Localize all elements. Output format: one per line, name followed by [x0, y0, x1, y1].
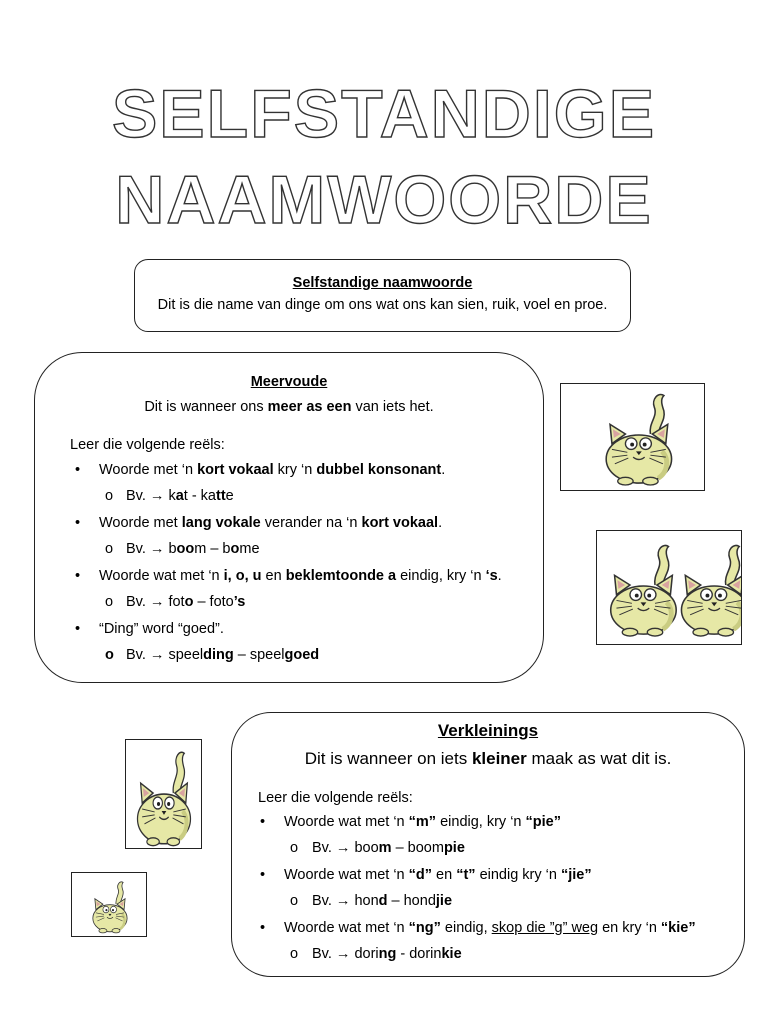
- plurals-intro: Dit is wanneer ons meer as een van iets het.: [144, 399, 434, 415]
- title-line-1: SELFSTANDIGE: [111, 76, 657, 152]
- title-line-2: NAAMWOORDE: [115, 162, 653, 238]
- cat-icon: [611, 545, 676, 636]
- plurals-rules: [35, 461, 543, 664]
- example-item: o Bv. → speelding – speelgoed: [105, 647, 320, 663]
- example-item: o Bv. → doring - dorinkie: [290, 946, 462, 962]
- plurals-box: [34, 352, 544, 683]
- list-item: • Woorde met ‘n kort vokaal kry ‘n dubbel konsonant.: [75, 462, 446, 478]
- definition-heading: Selfstandige naamwoorde: [292, 275, 473, 291]
- example-item: o Bv. → foto – foto’s: [105, 594, 246, 610]
- cat-image: [560, 383, 705, 491]
- example-item: o Bv. → boom – bome: [105, 541, 260, 557]
- definition-box: [134, 259, 631, 332]
- cat-image-large: [125, 739, 202, 849]
- cat-icon: [93, 882, 127, 933]
- diminutives-box: [231, 712, 745, 977]
- diminutives-rules: [232, 813, 744, 963]
- diminutives-heading: Verkleinings: [437, 721, 539, 740]
- diminutives-lead: Leer die volgende reëls:: [258, 790, 413, 806]
- plurals-heading: Meervoude: [250, 374, 328, 390]
- list-item: • Woorde met lang vokale verander na ‘n kort vokaal.: [75, 515, 443, 531]
- diminutives-intro: Dit is wanneer on iets kleiner maak as wat dit is.: [304, 749, 672, 768]
- example-item: o Bv. → kat - katte: [105, 488, 234, 504]
- list-item: • Woorde wat met ‘n i, o, u en beklemtoonde a eindig, kry ‘n ‘s.: [75, 568, 502, 584]
- cat-icon: [606, 395, 671, 485]
- cat-icon: [137, 752, 190, 845]
- list-item: • Woorde wat met ‘n “ng” eindig, skop die ”g” weg en kry ‘n “kie”: [260, 920, 696, 936]
- plurals-lead: Leer die volgende reëls:: [70, 437, 225, 453]
- list-item: • “Ding” word “goed”.: [75, 621, 224, 637]
- cat-image-small: [71, 872, 147, 937]
- definition-text: Dit is die name van dinge om ons wat ons kan sien, ruik, voel en proe.: [157, 297, 608, 313]
- list-item: • Woorde wat met ‘n “m” eindig, kry ‘n “pie”: [260, 814, 561, 830]
- example-item: o Bv. → hond – hondjie: [290, 893, 453, 909]
- two-cats-image: [596, 530, 742, 645]
- example-item: o Bv. → boom – boompie: [290, 840, 465, 856]
- cat-icon: [681, 545, 741, 636]
- list-item: • Woorde wat met ‘n “d” en “t” eindig kry ‘n “jie”: [260, 867, 592, 883]
